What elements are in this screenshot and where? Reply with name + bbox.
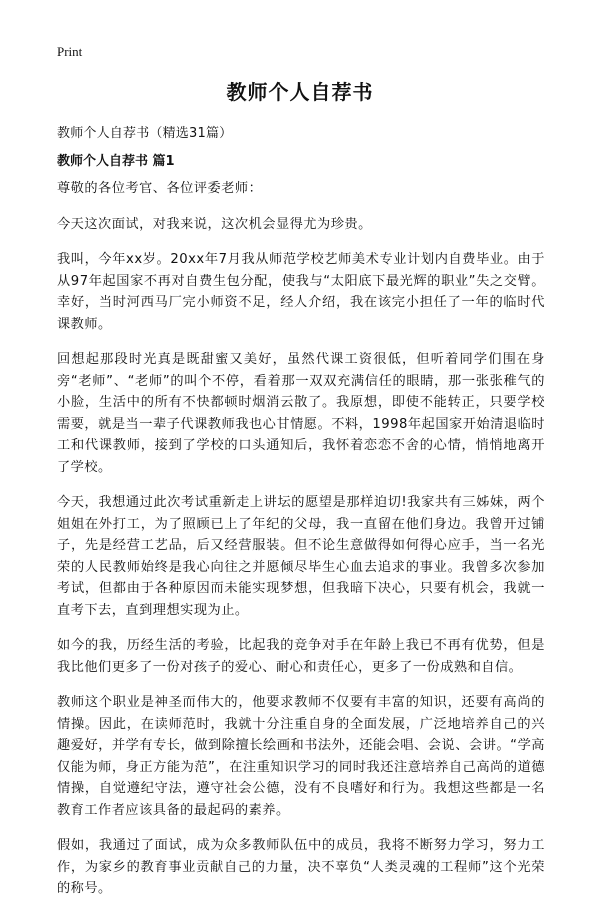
document-body (57, 178, 545, 914)
body-paragraph: 教师这个职业是神圣而伟大的，他要求教师不仅要有丰富的知识，还要有高尚的情操。因此，在读师范时，我就十分注重自身的全面发展，广泛地培养自己的兴趣爱好，并学有专长，做到除擅长绘画和书法外，还能会唱、会说、会讲。“学高仅能为师，身正方能为范”，在注重知识学习的同时我还注意培养自己高尚的道德情操，自觉遵纪守法，遵守社会公德，没有不良嗜好和行为。我想这些都是一名教育工作者应该具备的最起码的素养。 (57, 695, 545, 818)
body-paragraph: 今天，我想通过此次考试重新走上讲坛的愿望是那样迫切!我家共有三姊妹，两个姐姐在外打工，为了照顾已上了年纪的父母，我一直留在他们身边。我曾开过铺子，先是经营工艺品，后又经营服装。但不论生意做得如何得心应手，当一名光荣的人民教师始终是我心向往之并愿倾尽毕生心血去追求的事业。我曾多次参加考试，但都由于各种原因而未能实现梦想，但我暗下决心，只要有机会，我就一直考下去，直到理想实现为止。 (57, 495, 545, 618)
body-paragraph: 假如，我通过了面试，成为众多教师队伍中的成员，我将不断努力学习，努力工作，为家乡的教育事业贡献自己的力量，决不辜负“人类灵魂的工程师”这个光荣的称号。 (57, 838, 545, 896)
document-title: 教师个人自荐书 (226, 80, 374, 104)
print-link[interactable]: Print (57, 44, 83, 59)
body-paragraph: 回想起那段时光真是既甜蜜又美好，虽然代课工资很低，但听着同学们围在身旁“老师”、“老师”的叫个不停，看着那一双双充满信任的眼睛，那一张张稚气的小脸，生活中的所有不快都顿时烟消云散了。我原想，即使不能转正，只要学校需要，就是当一辈子代课教师我也心甘情愿。不料，1998年起国家开始清退临时工和代课教师，接到了学校的口头通知后，我怀着恋恋不舍的心情，悄悄地离开了学校。 (57, 352, 545, 475)
body-paragraph: 我叫，今年xx岁。20xx年7月我从师范学校艺师美术专业计划内自费毕业。由于从97年起国家不再对自费生包分配，使我与“太阳底下最光辉的职业”失之交臂。幸好，当时河西马厂完小师资不足，经人介绍，我在该完小担任了一年的临时代课教师。 (57, 252, 545, 332)
body-paragraph: 如今的我，历经生活的考验，比起我的竞争对手在年龄上我已不再有优势，但是我比他们更多了一份对孩子的爱心、耐心和责任心，更多了一份成熟和自信。 (57, 638, 545, 675)
salutation-paragraph: 尊敬的各位考官、各位评委老师： (57, 181, 263, 196)
section-heading: 教师个人自荐书 篇1 (57, 154, 175, 169)
document-subtitle: 教师个人自荐书（精选31篇） (57, 126, 233, 141)
body-paragraph: 今天这次面试，对我来说，这次机会显得尤为珍贵。 (57, 216, 372, 232)
